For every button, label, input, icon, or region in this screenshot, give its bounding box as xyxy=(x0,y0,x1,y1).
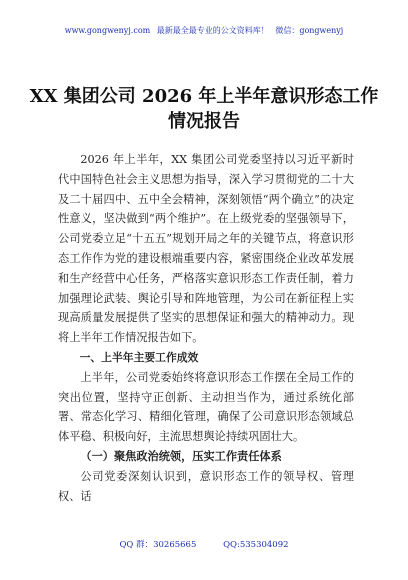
document-title xyxy=(0,84,408,134)
page-footer xyxy=(0,538,408,550)
paragraph-responsibility: 公司党委深刻认识到，意识形态工作的领导权、管理权、话 xyxy=(58,469,354,503)
subsection-heading: （一）聚焦政治统领，压实工作责任体系 xyxy=(80,448,282,463)
section-heading: 一、上半年主要工作成效 xyxy=(79,350,199,364)
title-line-1: XX 集团公司 2026 年上半年意识形态工作 xyxy=(29,86,379,107)
header-site-link[interactable]: www.gongwenyj.com xyxy=(64,26,151,35)
header-wechat: 微信：gongwenyj xyxy=(275,26,344,35)
footer-qq-group: QQ 群：30265665 xyxy=(119,540,197,550)
title-line-2: 情况报告 xyxy=(168,111,240,132)
page-header xyxy=(0,25,408,36)
document-body xyxy=(58,150,354,506)
header-slogan: 最新最全最专业的公文资料库！ xyxy=(156,26,269,35)
paragraph-achievements: 上半年，公司党委始终将意识形态工作摆在全局工作的突出位置，坚持守正创新、主动担当作为，通过系统化部署、常态化学习、精细化管理，确保了公司意识形态领域总体平稳、积极向好，主流思想舆论持续巩固壮大。 xyxy=(58,370,354,444)
footer-qq-contact: QQ:535304092 xyxy=(223,540,289,550)
paragraph-intro: 2026 年上半年，XX 集团公司党委坚持以习近平新时代中国特色社会主义思想为指导，深入学习贯彻党的二十大及二十届四中、五中全会精神，深刻领悟“两个确立”的决定性意义，坚决做到“两个维护”。在上级党委的坚强领导下，公司党委立足“十五五”规划开局之年的关键节点，将意识形态工作作为党的建设根端重要内容，紧密围绕企业改革发展和生产经营中心任务，严格落实意识形态工作责任制，着力加强理论武装、舆论引导和阵地管理，为公司在新征程上实现高质量发展提供了坚实的思想保证和强大的精神动力。现将上半年工作情况报告如下。 xyxy=(58,153,354,345)
